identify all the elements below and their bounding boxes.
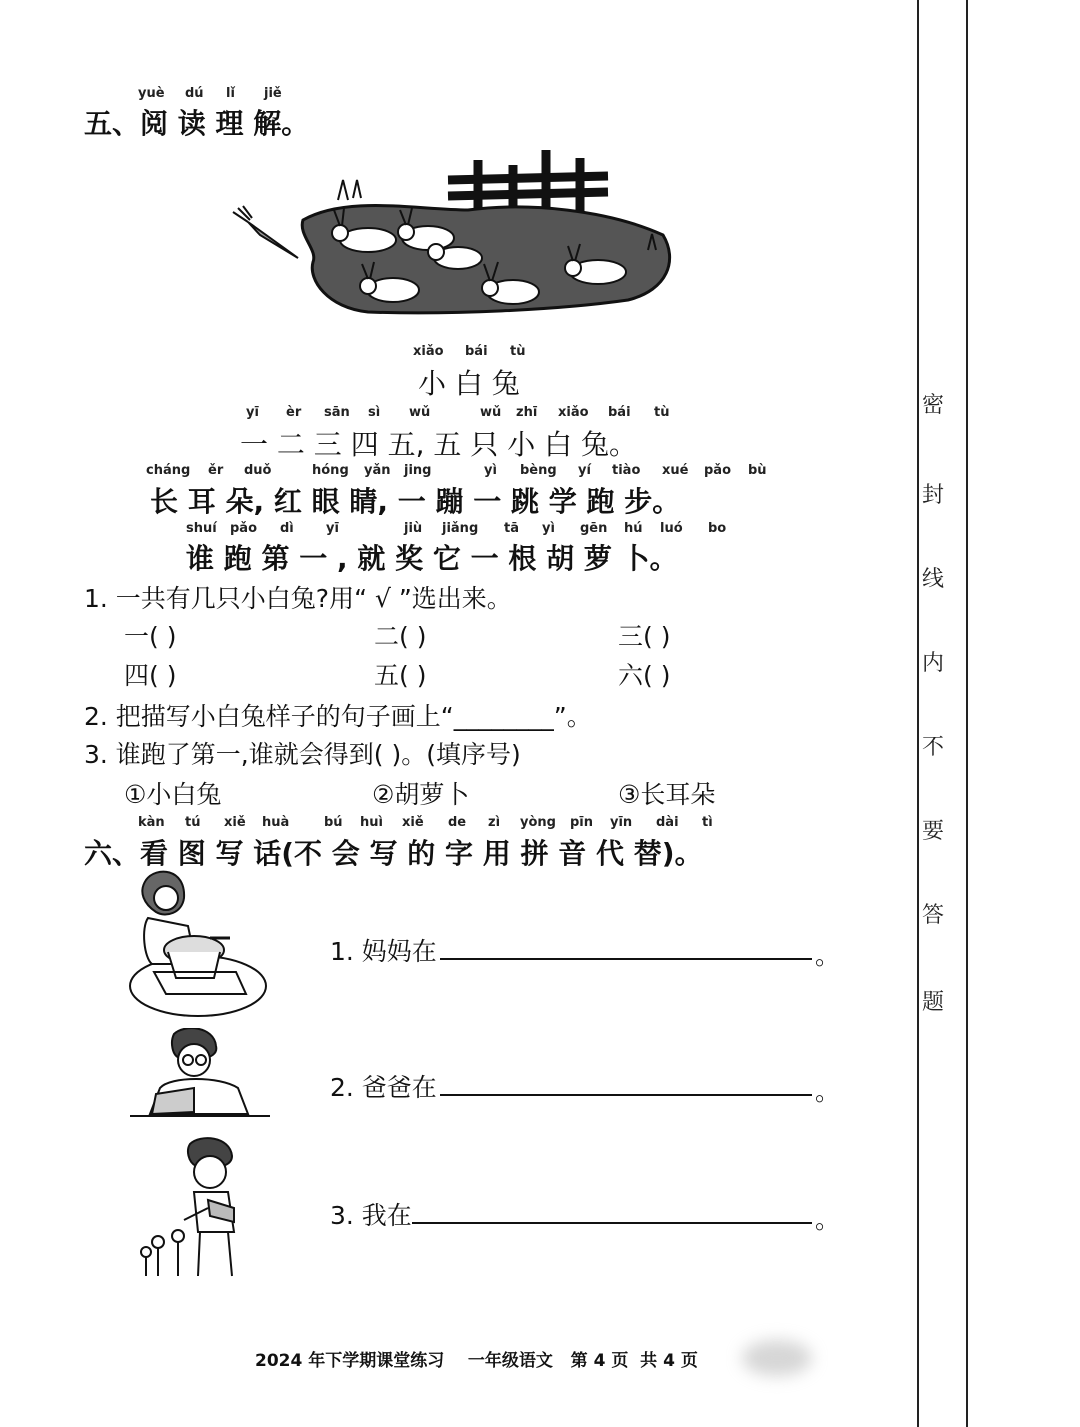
pinyin: sān	[324, 405, 350, 420]
pinyin: shuí	[186, 521, 217, 536]
write-item-2-answer-line[interactable]	[440, 1094, 812, 1096]
q3-option: ②胡萝卜	[372, 780, 470, 809]
pinyin: tiào	[612, 463, 641, 478]
pinyin: yí	[578, 463, 591, 478]
pinyin: jiù	[404, 521, 423, 536]
pinyin: ěr	[208, 463, 224, 478]
pinyin: gēn	[580, 521, 608, 536]
q3-option: ③长耳朵	[618, 780, 716, 809]
smudge	[742, 1340, 812, 1376]
q3-option: ①小白兔	[124, 780, 222, 809]
pinyin: sì	[368, 405, 381, 420]
pinyin: lǐ	[226, 86, 235, 101]
poem-line2: 长 耳 朵, 红 眼 睛, 一 蹦 一 跳 学 跑 步。	[150, 485, 681, 518]
pinyin: wǔ	[409, 405, 431, 420]
pinyin: jiǎng	[442, 521, 479, 536]
pinyin: zhī	[516, 405, 538, 420]
pinyin: tù	[510, 344, 526, 359]
pinyin: bù	[748, 463, 767, 478]
pinyin: yì	[484, 463, 497, 478]
pinyin: de	[448, 815, 467, 830]
pinyin: xiǎo	[413, 344, 444, 359]
pinyin: tì	[702, 815, 713, 830]
pinyin: èr	[286, 405, 302, 420]
q1-option: 四( )	[124, 661, 177, 690]
page-footer: 2024 年下学期课堂练习 一年级语文 第 4 页 共 4 页	[255, 1351, 698, 1371]
write-item-3-answer-line[interactable]	[412, 1222, 812, 1224]
seal-char: 线	[922, 567, 945, 592]
rabbits-illustration	[228, 140, 680, 330]
pinyin: hú	[624, 521, 643, 536]
binding-line-right	[966, 0, 968, 1427]
pinyin: hóng	[312, 463, 349, 478]
pinyin: dú	[185, 86, 204, 101]
pinyin: tā	[504, 521, 519, 536]
question-2: 2. 把描写小白兔样子的句子画上“________”。	[84, 702, 592, 731]
write-item-2-label: 2. 爸爸在	[330, 1073, 437, 1102]
child-watering-illustration	[138, 1136, 264, 1278]
pinyin: yǎn	[364, 463, 391, 478]
write-item-1-answer-line[interactable]	[440, 958, 812, 960]
seal-char: 密	[922, 393, 945, 418]
pinyin: pǎo	[230, 521, 258, 536]
pinyin: yīn	[610, 815, 633, 830]
pinyin: bú	[324, 815, 343, 830]
pinyin: pīn	[570, 815, 594, 830]
pinyin: yī	[326, 521, 339, 536]
write-item-1-end: 。	[815, 941, 841, 970]
pinyin: jiě	[264, 86, 282, 101]
pinyin: dì	[280, 521, 294, 536]
section6-title: 六、看 图 写 话(不 会 写 的 字 用 拼 音 代 替)。	[84, 837, 703, 870]
q1-option: 六( )	[618, 661, 671, 690]
poem-line3: 谁 跑 第 一 , 就 奖 它 一 根 胡 萝 卜。	[186, 542, 678, 575]
pinyin: jing	[404, 463, 432, 478]
hill-shape	[302, 206, 669, 313]
pinyin: zì	[488, 815, 501, 830]
q1-option: 五( )	[374, 661, 427, 690]
seal-char: 题	[922, 990, 945, 1015]
q1-option: 三( )	[618, 622, 671, 651]
write-item-3-end: 。	[815, 1205, 841, 1234]
pinyin: pǎo	[704, 463, 732, 478]
pinyin: tù	[654, 405, 670, 420]
pinyin: xué	[662, 463, 689, 478]
pinyin: duǒ	[244, 463, 272, 478]
pinyin: luó	[660, 521, 683, 536]
pinyin: wǔ	[480, 405, 502, 420]
seal-char: 要	[922, 819, 945, 844]
pinyin: xiǎo	[558, 405, 589, 420]
pinyin: bèng	[520, 463, 557, 478]
pinyin: yì	[542, 521, 555, 536]
poem-line1: 一 二 三 四 五, 五 只 小 白 兔。	[240, 428, 638, 461]
write-item-3-label: 3. 我在	[330, 1201, 412, 1230]
seal-char: 答	[922, 903, 945, 928]
binding-line-left	[917, 0, 919, 1427]
pinyin: tú	[185, 815, 201, 830]
father-reading-illustration	[130, 1028, 270, 1120]
pinyin: yī	[246, 405, 259, 420]
seal-char: 封	[922, 483, 945, 508]
carrot-icon	[233, 206, 298, 258]
pinyin: xiě	[224, 815, 246, 830]
poem-title: 小 白 兔	[418, 367, 520, 400]
write-item-1-label: 1. 妈妈在	[330, 937, 437, 966]
mother-cooking-illustration	[126, 868, 270, 1020]
q1-option: 二( )	[374, 622, 427, 651]
section5-title: 五、阅 读 理 解。	[84, 107, 310, 140]
pinyin: bái	[608, 405, 631, 420]
pinyin: cháng	[146, 463, 191, 478]
pinyin: bo	[708, 521, 727, 536]
pinyin: yuè	[138, 86, 165, 101]
seal-char: 不	[922, 735, 945, 760]
pinyin: kàn	[138, 815, 165, 830]
question-1: 1. 一共有几只小白兔?用“ √ ”选出来。	[84, 584, 512, 613]
pinyin: xiě	[402, 815, 424, 830]
write-item-2-end: 。	[815, 1077, 841, 1106]
pinyin: huì	[360, 815, 383, 830]
flower-icon	[141, 1230, 184, 1276]
seal-char: 内	[922, 651, 945, 676]
pinyin: bái	[465, 344, 488, 359]
pinyin: yòng	[520, 815, 556, 830]
pinyin: huà	[262, 815, 290, 830]
question-3: 3. 谁跑了第一,谁就会得到( )。(填序号)	[84, 740, 521, 769]
pinyin: dài	[656, 815, 679, 830]
q1-option: 一( )	[124, 622, 177, 651]
